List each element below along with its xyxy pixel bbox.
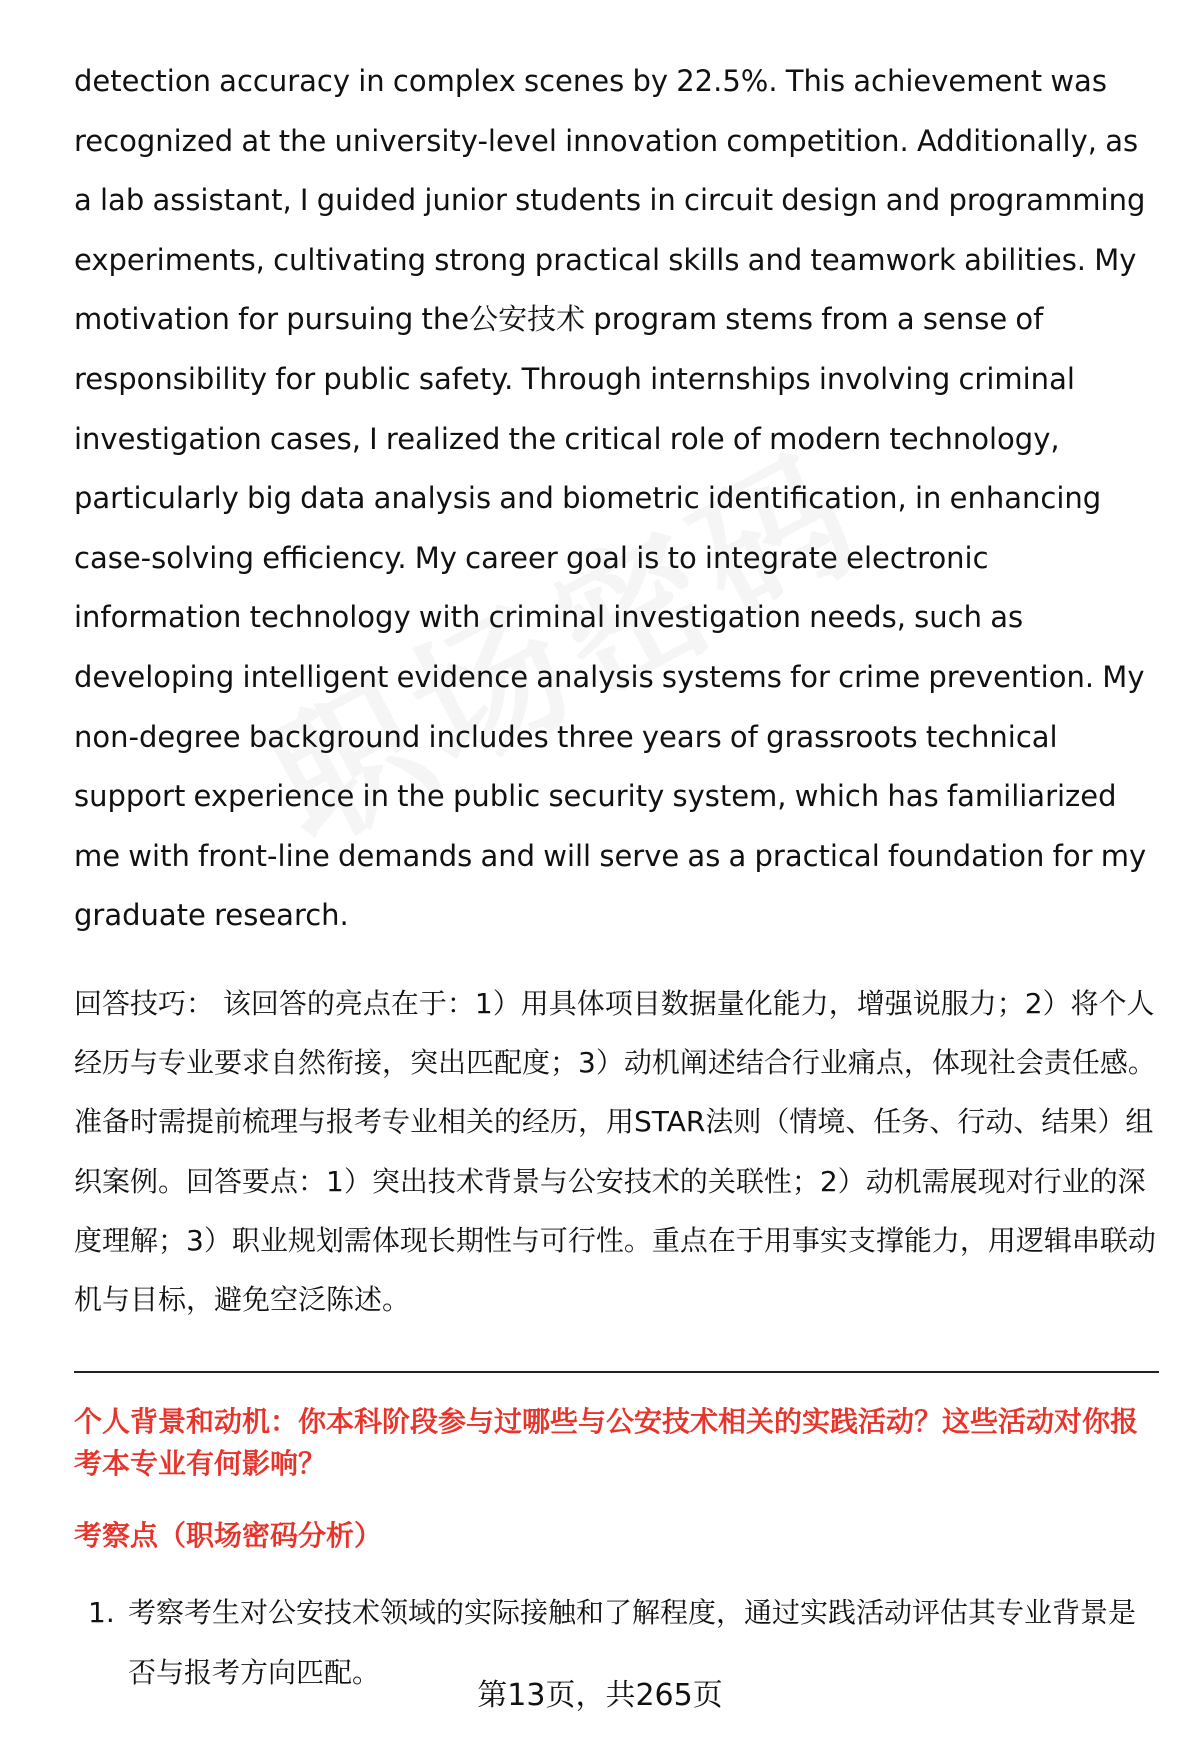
answer-tips-paragraph: 回答技巧： 该回答的亮点在于：1）用具体项目数据量化能力，增强说服力；2）将个人经历与专业要求自然衔接，突出匹配度；3）动机阐述结合行业痛点，体现社会责任感。准备时需提前梳理与报考专业相关的经历，用STAR法则（情境、任务、行动、结果）组织案例。回答要点：1）突出技术背景与公安技术的关联性；2）动机需展现对行业的深度理解；3）职业规划需体现长期性与可行性。重点在于用事实支撑能力，用逻辑串联动机与目标，避免空泛陈述。 — [74, 986, 1156, 1316]
answer-paragraph: detection accuracy in complex scenes by 22.5%. This achievement was recognized at the university-level innovation competition. Additionally, as a lab assistant, I guided junior students in circuit design and programming experiments, cultivating strong practical skills and teamwork abilities. My motivation for pursuing the公安技术 program stems from a sense of responsibility for public safety. Through internships involving criminal investigation cases, I realized the critical role of modern technology, particularly big data analysis and biometric identification, in enhancing case-solving efficiency. My career goal is to integrate electronic information technology with criminal investigation needs, such as developing intelligent evidence analysis systems for crime prevention. My non-degree background includes three years of grassroots technical support experience in the public security system, which has familiarized me with front-line demands and will serve as a practical foundation for my graduate research. — [74, 64, 1147, 933]
assessment-heading: 考察点（职场密码分析） — [74, 1519, 383, 1553]
assessment-point-text: 考察考生对公安技术领域的实际接触和了解程度，通过实践活动评估其专业背景是否与报考方向匹配。 — [128, 1596, 1137, 1690]
section-divider — [74, 1371, 1159, 1373]
page-number-footer: 第13页，共265页 — [477, 1678, 723, 1713]
question-title: 个人背景和动机：你本科阶段参与过哪些与公安技术相关的实践活动？这些活动对你报考本专业有何影响？ — [74, 1405, 1139, 1481]
document-page — [74, 52, 1159, 1703]
assessment-point-number: 1. — [88, 1596, 115, 1630]
